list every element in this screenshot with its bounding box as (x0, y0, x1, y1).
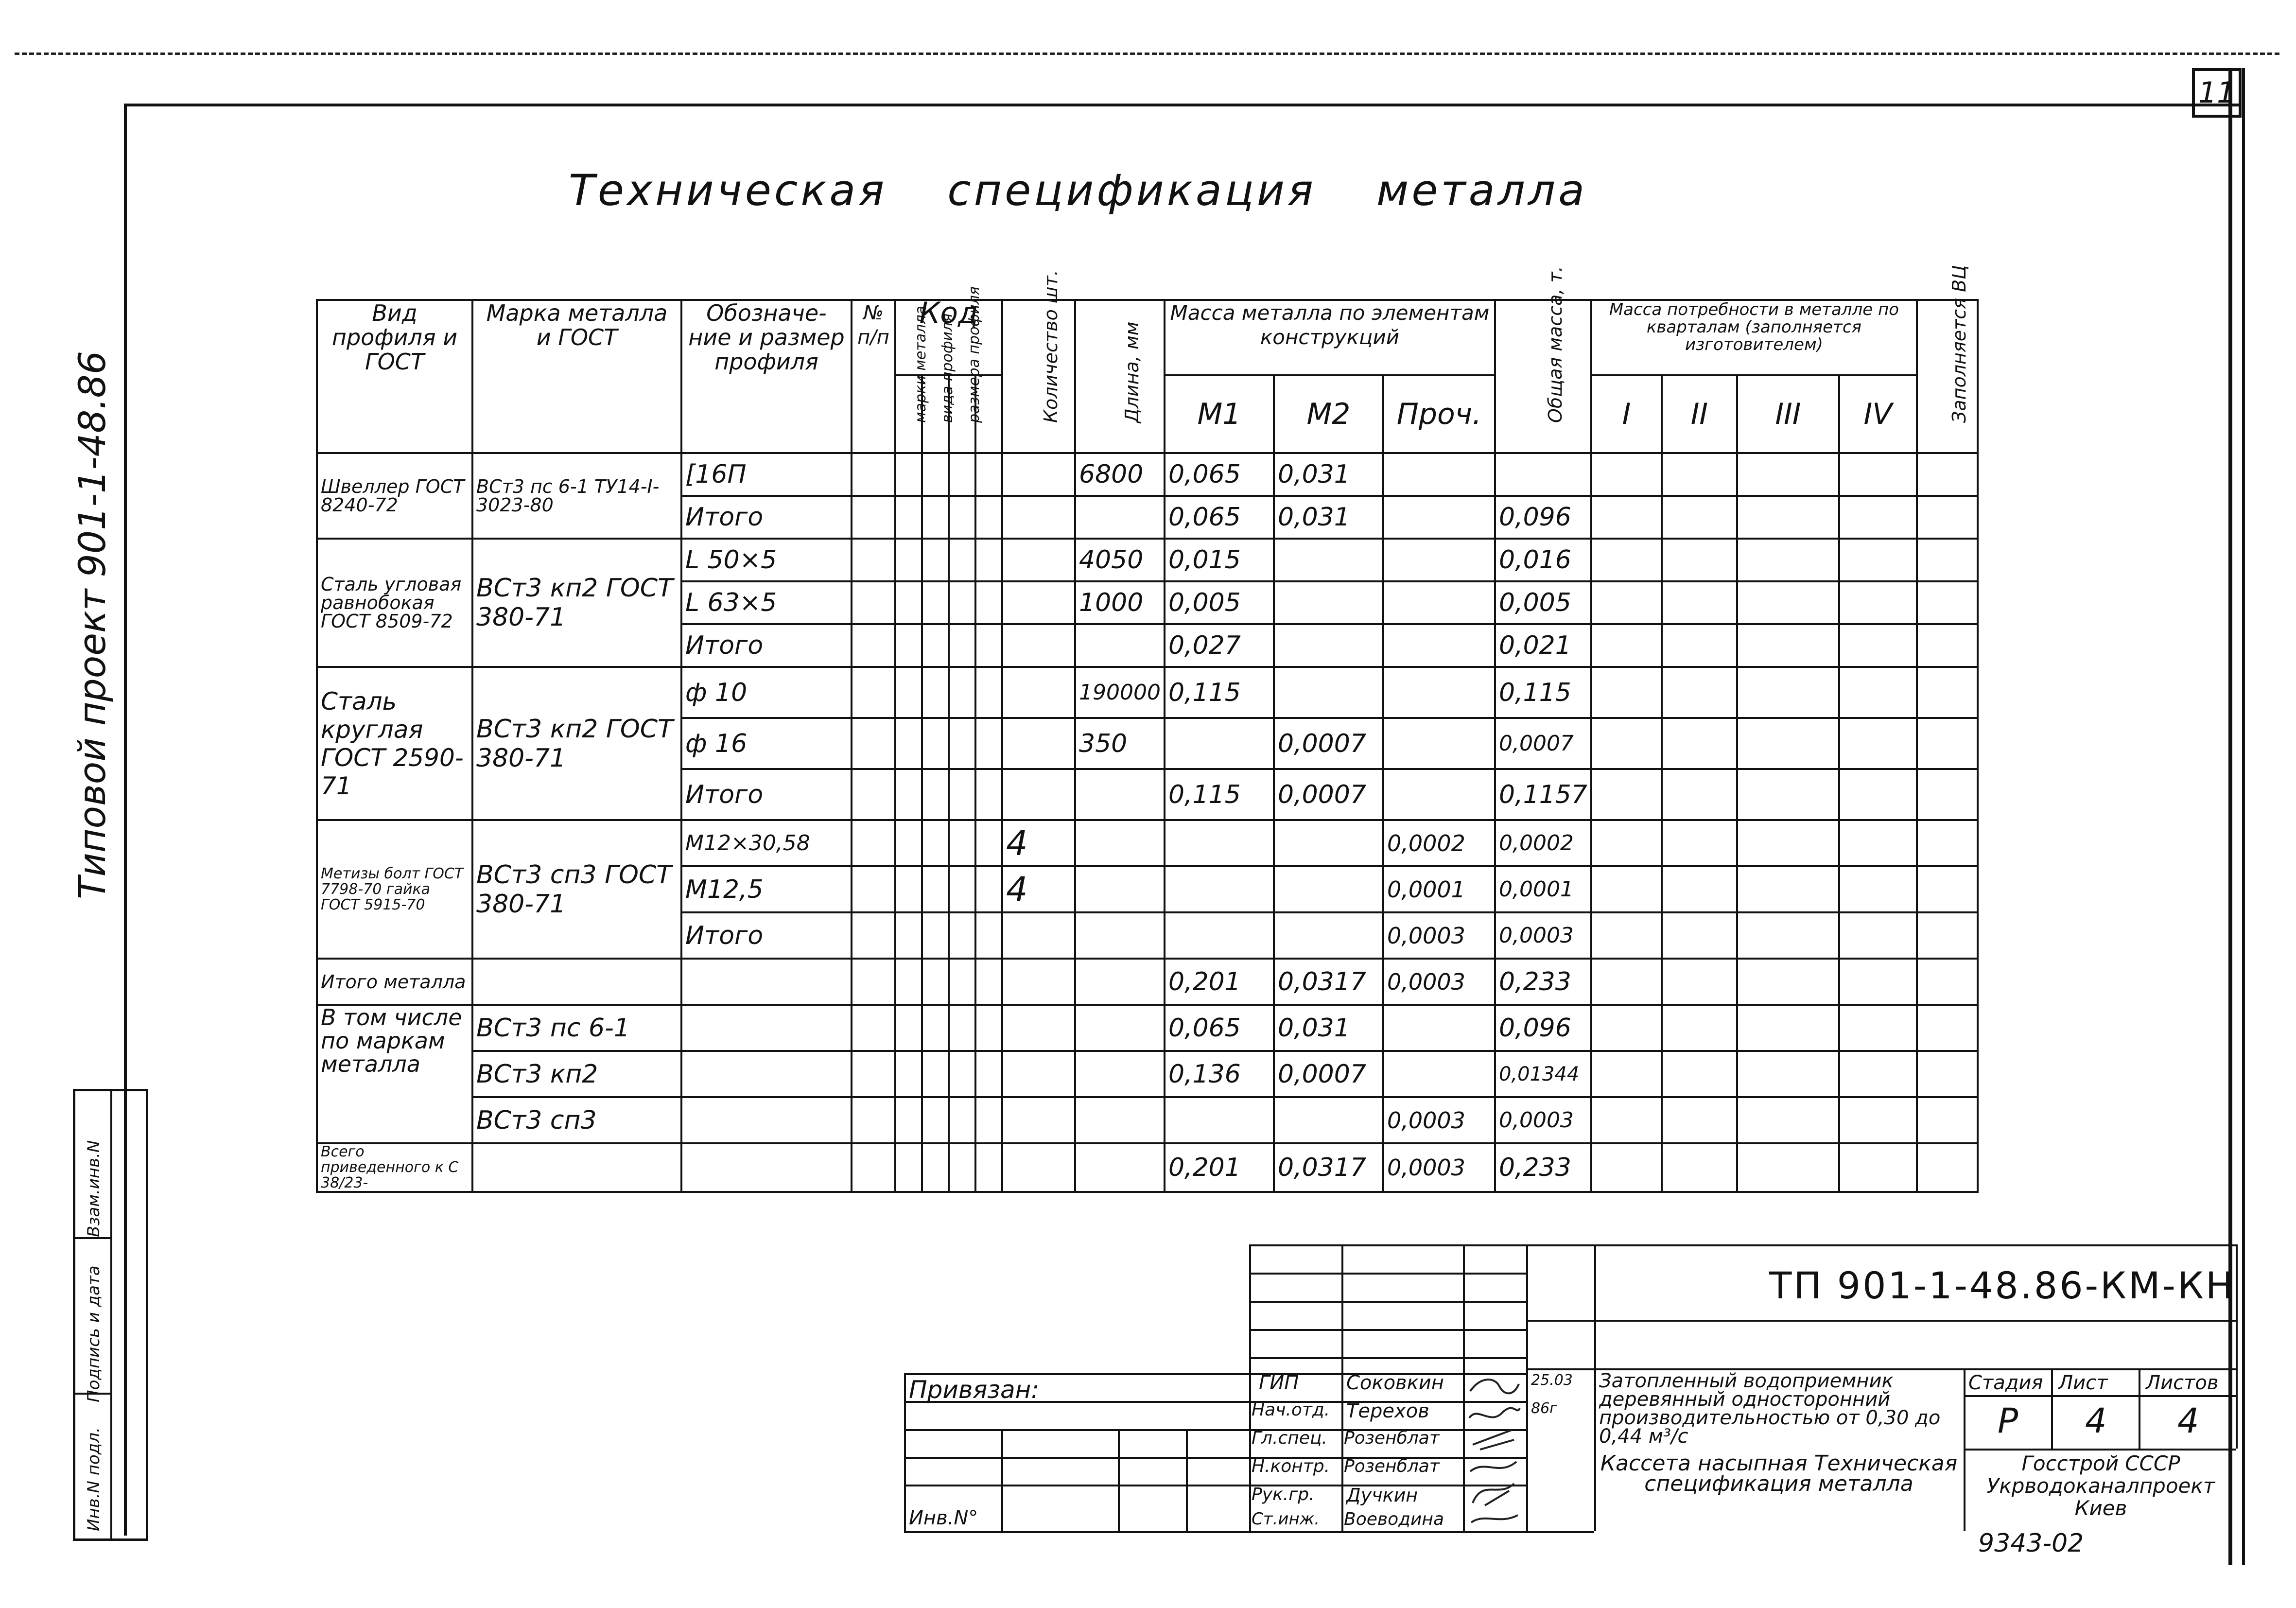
total-cell: 0,005 (1495, 581, 1591, 624)
stamp-line (1594, 1244, 1596, 1531)
m1-cell (1165, 912, 1274, 959)
role-name: Терехов (1346, 1400, 1429, 1422)
stamp-line (904, 1373, 906, 1531)
role-label: Гл.спец. (1252, 1428, 1327, 1448)
header-m1: М1 (1165, 375, 1274, 453)
table-row (317, 959, 1978, 1005)
designation-cell: Итого (681, 496, 852, 539)
other-cell: 0,0002 (1383, 820, 1495, 866)
total-cell: 0,016 (1495, 539, 1591, 581)
total-cell: 0,0001 (1495, 866, 1591, 912)
stamp-line (904, 1485, 1526, 1486)
other-cell (1383, 1051, 1495, 1097)
m1-cell: 0,027 (1165, 624, 1274, 667)
reduced-total-label: Всего приведенного к С 38/23- (317, 1143, 472, 1192)
grade-cell: ВСт3 пс 6-1 ТУ14-I-3023-80 (472, 453, 681, 539)
total-cell: 0,115 (1495, 667, 1591, 718)
qty-cell (1002, 496, 1075, 539)
doc-code: ТП 901-1-48.86-КМ-КН (1769, 1264, 2236, 1307)
sheets-value: 4 (2177, 1401, 2199, 1441)
qty-cell: 4 (1002, 820, 1075, 866)
header-mass-by-elements: Масса металла по элементам конструкций (1165, 300, 1495, 375)
sheet-name: Кассета насыпная Техническая спецификация металла (1600, 1451, 1958, 1496)
qty-cell (1002, 539, 1075, 581)
stamp-line (1186, 1429, 1188, 1531)
designation-cell: Итого (681, 769, 852, 820)
other-cell: 0,0003 (1383, 1097, 1495, 1143)
total-cell: 0,1157 (1495, 769, 1591, 820)
date-1: 25.03 (1531, 1372, 1573, 1389)
m2-cell (1274, 539, 1383, 581)
m1-cell (1165, 820, 1274, 866)
designation-cell: М12,5 (681, 866, 852, 912)
m2-cell: 0,031 (1274, 453, 1383, 496)
role-label: Ст.инж. (1252, 1509, 1320, 1529)
other-cell (1383, 453, 1495, 496)
table-row (317, 1097, 1978, 1143)
header-other: Проч. (1383, 375, 1495, 453)
date-2: 86г (1531, 1400, 1557, 1417)
other-cell: 0,0003 (1383, 912, 1495, 959)
stamp-line (1249, 1357, 1526, 1359)
header-profile: Вид профиля и ГОСТ (317, 300, 472, 453)
m2-cell: 0,031 (1274, 496, 1383, 539)
role-name: Соковкин (1346, 1372, 1444, 1394)
role-name: Розенблат (1344, 1456, 1440, 1476)
side-project-title: Типовой проект 901-1-48.86 (70, 350, 114, 899)
table-row (317, 539, 1978, 581)
m1-cell (1165, 866, 1274, 912)
qty-cell: 4 (1002, 866, 1075, 912)
other-cell (1383, 496, 1495, 539)
qty-cell (1002, 718, 1075, 769)
table-row (317, 1051, 1978, 1097)
stamp-line (1964, 1449, 2236, 1451)
other-cell (1383, 624, 1495, 667)
length-cell: 190000 (1075, 667, 1165, 718)
stamp-line (1463, 1244, 1465, 1531)
header-qty: Количество шт. (1002, 300, 1075, 453)
role-label: Н.контр. (1252, 1456, 1330, 1476)
other-cell (1383, 539, 1495, 581)
length-cell: 350 (1075, 718, 1165, 769)
table-row (317, 1005, 1978, 1051)
total-metal-label: Итого металла (317, 959, 472, 1005)
grade-cell: ВСт3 сп3 ГОСТ 380-71 (472, 820, 681, 959)
stamp-line (904, 1531, 1594, 1533)
length-cell (1075, 866, 1165, 912)
stamp-line (1249, 1244, 1251, 1531)
m2-cell (1274, 667, 1383, 718)
total-cell (1495, 453, 1591, 496)
profile-cell: Швеллер ГОСТ 8240-72 (317, 453, 472, 539)
role-label: Нач.отд. (1252, 1400, 1330, 1420)
total-cell: 0,096 (1495, 496, 1591, 539)
length-cell (1075, 496, 1165, 539)
header-code: Код (895, 300, 1002, 375)
total-cell: 0,0007 (1495, 718, 1591, 769)
other-cell (1383, 581, 1495, 624)
total-cell: 0,01344 (1495, 1051, 1591, 1097)
total-cell: 0,096 (1495, 1005, 1591, 1051)
header-m2: М2 (1274, 375, 1383, 453)
table-row (317, 667, 1978, 718)
archive-number: 9343-02 (1978, 1529, 2084, 1558)
stamp-line (1249, 1329, 1526, 1331)
profile-cell: Сталь угловая равнобокая ГОСТ 8509-72 (317, 539, 472, 667)
length-cell (1075, 769, 1165, 820)
podpis-label: Подпись и дата (84, 1265, 104, 1402)
m2-cell (1274, 820, 1383, 866)
table-row (317, 453, 1978, 496)
privyazan-label: Привязан: (909, 1376, 1040, 1404)
m1-cell (1165, 1097, 1274, 1143)
stamp-line (1118, 1429, 1120, 1531)
left-stamp-strip (73, 1089, 148, 1541)
profile-cell: Сталь круглая ГОСТ 2590-71 (317, 667, 472, 820)
total-cell: 0,0003 (1495, 912, 1591, 959)
by-grade-label: В том числе по маркам металла (317, 1005, 472, 1143)
title-block (904, 1244, 2236, 1558)
object-name: Затопленный водоприемник деревянный односторонний производительностью от 0,30 до 0,44 м³/с (1599, 1370, 1941, 1448)
m1-cell: 0,005 (1165, 581, 1274, 624)
length-cell (1075, 820, 1165, 866)
m2-cell (1274, 912, 1383, 959)
m2-cell: 0,0007 (1274, 1051, 1383, 1097)
designation-cell: ф 16 (681, 718, 852, 769)
m2-cell: 0,0317 (1274, 959, 1383, 1005)
table-row (317, 1143, 1978, 1192)
role-name: Воеводина (1344, 1509, 1444, 1529)
sheets-label: Листов (2146, 1372, 2219, 1394)
stamp-line (1526, 1320, 2236, 1322)
grade-cell: ВСт3 пс 6-1 (472, 1005, 681, 1051)
top-dashed-line (15, 52, 2279, 55)
m2-cell (1274, 581, 1383, 624)
header-quarter-demand: Масса потребности в металле по кварталам (заполняется изготовителем) (1591, 300, 1917, 375)
header-code-grade: марки металла (895, 375, 922, 453)
header-q3: III (1737, 375, 1839, 453)
designation-cell: Итого (681, 624, 852, 667)
qty-cell (1002, 769, 1075, 820)
grade-cell: ВСт3 кп2 (472, 1051, 681, 1097)
header-code-profile: вида профиля (922, 375, 949, 453)
qty-cell (1002, 912, 1075, 959)
m1-cell: 0,136 (1165, 1051, 1274, 1097)
role-name: Розенблат (1344, 1428, 1440, 1448)
role-label: Рук.гр. (1252, 1485, 1315, 1504)
organization: Госстрой СССР Укрводоканалпроект Киев (1986, 1451, 2215, 1520)
role-name: Дучкин (1346, 1485, 1418, 1506)
qty-cell (1002, 624, 1075, 667)
other-cell: 0,0003 (1383, 1143, 1495, 1192)
length-cell: 4050 (1075, 539, 1165, 581)
inv-podl-label: Инв.N подл. (84, 1427, 104, 1531)
stamp-line (1964, 1395, 2236, 1397)
other-cell (1383, 1005, 1495, 1051)
m1-cell: 0,015 (1165, 539, 1274, 581)
m1-cell: 0,115 (1165, 769, 1274, 820)
header-length: Длина, мм (1075, 300, 1165, 453)
header-code-size: размера профиля (949, 375, 975, 453)
m2-cell (1274, 624, 1383, 667)
grade-cell: ВСт3 сп3 (472, 1097, 681, 1143)
length-cell: 6800 (1075, 453, 1165, 496)
stage-value: Р (1998, 1401, 2018, 1441)
stamp-line (1249, 1301, 1526, 1303)
header-q4: IV (1839, 375, 1917, 453)
length-cell (1075, 912, 1165, 959)
other-cell (1383, 769, 1495, 820)
stage-label: Стадия (1968, 1372, 2043, 1394)
m2-cell: 0,0007 (1274, 718, 1383, 769)
signatures-graphic (1465, 1372, 1524, 1527)
total-cell: 0,0003 (1495, 1097, 1591, 1143)
stamp-line (2139, 1368, 2140, 1449)
other-cell (1383, 667, 1495, 718)
qty-cell (1002, 667, 1075, 718)
m1-cell: 0,115 (1165, 667, 1274, 718)
designation-cell: [16П (681, 453, 852, 496)
header-num: № п/п (852, 300, 895, 453)
m1-cell: 0,065 (1165, 1005, 1274, 1051)
stamp-line (1249, 1273, 1526, 1275)
qty-cell (1002, 581, 1075, 624)
grade-cell: ВСт3 кп2 ГОСТ 380-71 (472, 667, 681, 820)
designation-cell: L 63×5 (681, 581, 852, 624)
other-cell: 0,0001 (1383, 866, 1495, 912)
header-q1: I (1591, 375, 1662, 453)
other-cell: 0,0003 (1383, 959, 1495, 1005)
m2-cell (1274, 866, 1383, 912)
header-grade: Марка металла и ГОСТ (472, 300, 681, 453)
metal-spec-table (316, 265, 1979, 1193)
total-cell: 0,021 (1495, 624, 1591, 667)
stamp-line (2236, 1244, 2238, 1449)
inv-no-label: Инв.N° (909, 1507, 978, 1529)
m2-cell: 0,031 (1274, 1005, 1383, 1051)
m1-cell (1165, 718, 1274, 769)
header-designation: Обозначе- ние и размер профиля (681, 300, 852, 453)
header-q2: II (1662, 375, 1737, 453)
role-label: ГИП (1259, 1372, 1299, 1394)
stamp-line (1964, 1368, 1966, 1531)
designation-cell: ф 10 (681, 667, 852, 718)
m1-cell: 0,065 (1165, 496, 1274, 539)
m2-cell (1274, 1097, 1383, 1143)
table-row (317, 820, 1978, 866)
document-title: Техническая спецификация металла (569, 165, 1587, 215)
total-cell: 0,233 (1495, 1143, 1591, 1192)
vzam-label: Взам.инв.N (84, 1140, 104, 1237)
m1-cell: 0,065 (1165, 453, 1274, 496)
sheet-label: Лист (2058, 1372, 2108, 1394)
sheet-value: 4 (2085, 1401, 2107, 1441)
designation-cell: М12×30,58 (681, 820, 852, 866)
m1-cell: 0,201 (1165, 1143, 1274, 1192)
header-total-mass: Общая масса, т. (1495, 300, 1591, 453)
page-number: 11 (2192, 68, 2242, 118)
stamp-line (2051, 1368, 2053, 1449)
length-cell (1075, 624, 1165, 667)
m2-cell: 0,0317 (1274, 1143, 1383, 1192)
profile-cell: Метизы болт ГОСТ 7798-70 гайка ГОСТ 5915-70 (317, 820, 472, 959)
total-cell: 0,0002 (1495, 820, 1591, 866)
stamp-line (1526, 1244, 1528, 1531)
header-code-empty (975, 375, 1002, 453)
stamp-line (1249, 1244, 2236, 1246)
grade-cell: ВСт3 кп2 ГОСТ 380-71 (472, 539, 681, 667)
designation-cell: Итого (681, 912, 852, 959)
designation-cell: L 50×5 (681, 539, 852, 581)
stamp-line (1001, 1429, 1003, 1531)
m2-cell: 0,0007 (1274, 769, 1383, 820)
total-cell: 0,233 (1495, 959, 1591, 1005)
m1-cell: 0,201 (1165, 959, 1274, 1005)
other-cell (1383, 718, 1495, 769)
header-filled-vc: Заполняется ВЦ (1917, 300, 1978, 453)
stamp-line (1341, 1244, 1343, 1531)
length-cell: 1000 (1075, 581, 1165, 624)
qty-cell (1002, 453, 1075, 496)
